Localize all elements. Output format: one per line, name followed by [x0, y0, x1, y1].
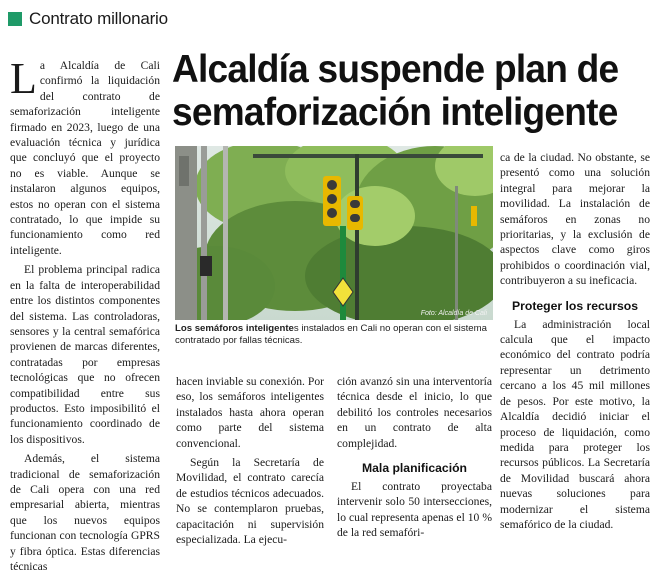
paragraph: ca de la ciudad. No obstante, se presentó como una solución integral para mejorar la movilidad. La instalación de semáforos en zonas no prioritarias, y la exclusión de aspectos clave como giros prohibidos o coordinación vial, contribuyeron a su ineficacia.: [500, 151, 650, 288]
paragraph: El problema principal radica en la falta de interoperabilidad entre los distintos componentes del sistema. Las controladoras, sensores y la central semafórica provienen de marcas diferentes, contratadas por empresas tecnológicas que no ofrecen compatibilidad entre sus productos. Esto imposibilitó el funcionamiento coordinado de los dispositivos.: [10, 263, 160, 446]
section-header: [8, 8, 168, 30]
paragraph: Según la Secretaría de Movilidad, el contrato carecía de estudios técnicos adecuados. No se contemplaron pruebas, capacitación ni supervisión especializada. La ejecu-: [176, 456, 324, 547]
headline-line-2: semaforización inteligente: [172, 91, 618, 134]
section-marker-icon: [8, 12, 22, 26]
lead-text: a Alcaldía de Cali confirmó la liquidación del contrato de semaforización inteligente firmado en 2023, luego de una evaluación técnica y jurídica que concluyó que el proyecto no es viable. Aunque se instalaron algunos equipos, estos no operan con el sistema contratado, lo que impide su funcionamiento como red inteligente.: [10, 59, 160, 257]
paragraph: ción avanzó sin una interventoría técnica desde el inicio, lo que debilitó los controles necesarios en un contrato de alta complejidad.: [337, 375, 492, 450]
caption-text: s instalados en Cali no operan con el sistema contratado por fallas técnicas.: [175, 323, 487, 347]
headline-line-1: Alcaldía suspende plan de: [172, 48, 619, 91]
caption-bold: Los semáforos inteligente: [175, 323, 294, 334]
subheading: Mala planificación: [362, 461, 467, 476]
traffic-light-photo: [175, 146, 493, 320]
lead-paragraph: [10, 54, 160, 258]
section-title: Contrato millonario: [29, 9, 168, 28]
paragraph: La administración local calcula que el impacto económico del contrato podría representar un detrimento cercano a los 45 mil millones de pesos. Por este motivo, la Alcaldía decidió iniciar el proceso de liquidación, como medida para proteger los recursos públicos. La Secretaría de Movilidad buscará ahora nuevas soluciones para modernizar el sistema semafórico de la ciudad.: [500, 317, 650, 531]
paragraph: El contrato proyectaba intervenir solo 50 intersecciones, lo cual representa apenas el 10 % de la red semafóri-: [337, 480, 492, 540]
article-column-1: [10, 54, 160, 574]
drop-cap: L: [10, 54, 37, 103]
article-photo: [175, 146, 493, 320]
paragraph: hacen inviable su conexión. Por eso, los semáforos inteligentes instalados hasta ahora operan como parte del sistema convencional.: [176, 375, 324, 450]
photo-credit: Foto: Alcaldía de Cali: [420, 310, 487, 317]
article-column-2: [176, 374, 324, 547]
subheading: Proteger los recursos: [512, 298, 638, 313]
photo-caption: [175, 323, 493, 348]
paragraph: Además, el sistema tradicional de semaforización de Cali opera con una red empresarial abierta, mientras que los nuevos equipos funcionan con tecnología GPRS y fibra óptica. Estas diferencias técnicas: [10, 452, 160, 573]
article-column-3: [337, 374, 492, 541]
article-column-4: [500, 150, 650, 532]
headline: [172, 48, 626, 134]
